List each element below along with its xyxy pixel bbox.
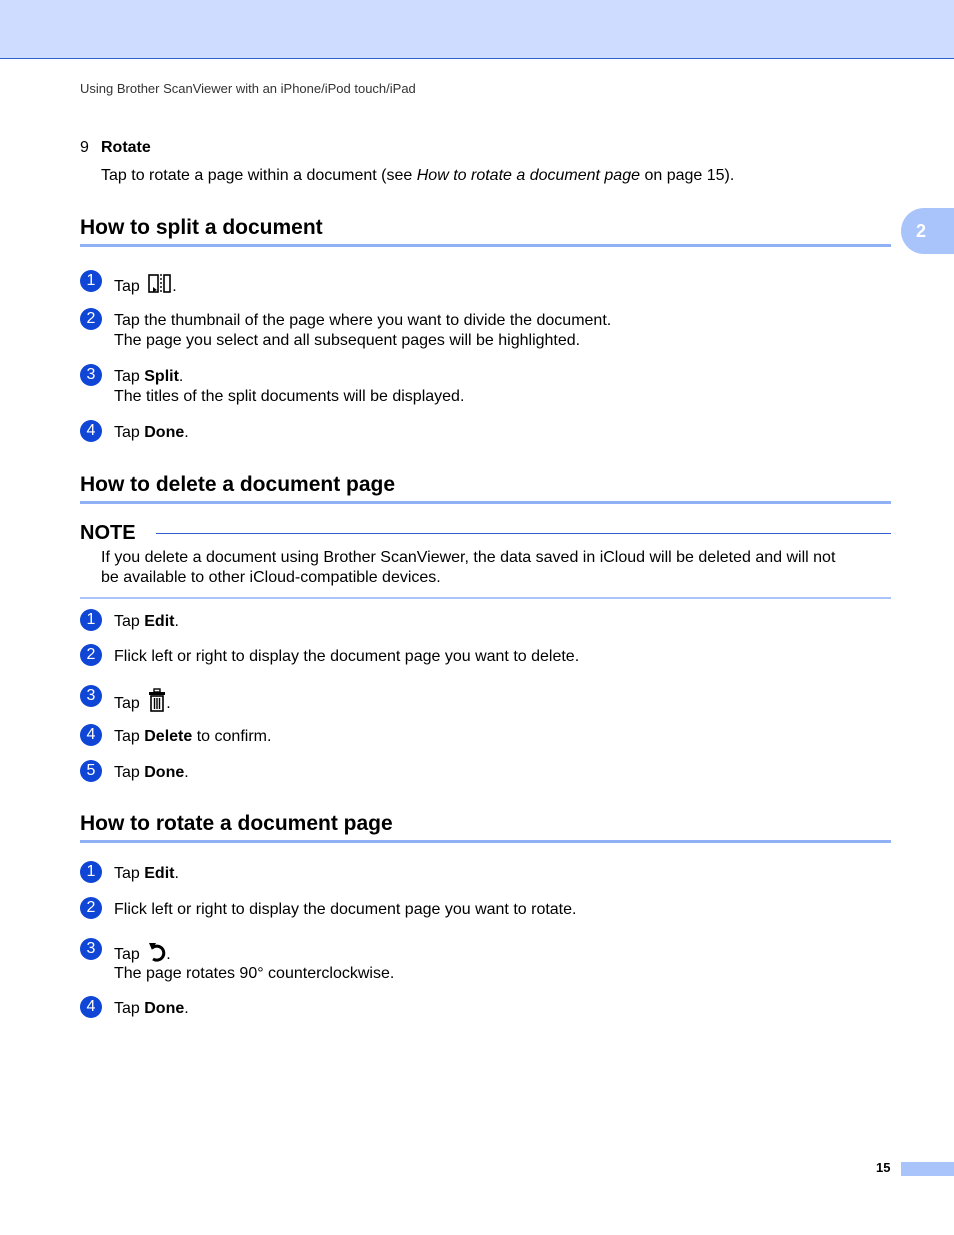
note-rule — [156, 533, 891, 534]
intro-desc-end: on page 15). — [640, 167, 735, 184]
delete-button-label: Delete — [144, 728, 193, 745]
split-step-3-line2: The titles of the split documents will be displayed. — [114, 388, 465, 405]
split-step-2-number: 2 — [80, 308, 102, 330]
intro-item-description — [101, 166, 734, 186]
rotate-step-4-text: Tap — [114, 1000, 145, 1017]
delete-step-1 — [114, 612, 179, 632]
delete-step-1-text: Tap — [114, 613, 145, 630]
split-step-1-number: 1 — [80, 270, 102, 292]
delete-step-3 — [114, 688, 171, 714]
rotate-step-3-line2: The page rotates 90° counterclockwise. — [114, 965, 395, 982]
rotate-step-4-number: 4 — [80, 996, 102, 1018]
done-button-label: Done — [144, 1000, 185, 1017]
rotate-step-1-end: . — [174, 865, 179, 882]
rotate-step-2: Flick left or right to display the document page you want to rotate. — [114, 901, 577, 918]
page-number: 15 — [876, 1160, 891, 1175]
delete-step-4 — [114, 727, 271, 747]
split-step-2-line2: The page you select and all subsequent pages will be highlighted. — [114, 332, 581, 349]
note-line-1: If you delete a document using Brother ScanViewer, the data saved in iCloud will be deleted and will not — [101, 549, 836, 566]
split-heading: How to split a document — [80, 215, 891, 247]
delete-step-5-text: Tap — [114, 764, 145, 781]
delete-step-2-number: 2 — [80, 644, 102, 666]
delete-step-4-end: to confirm. — [192, 728, 272, 745]
rotate-step-3 — [114, 941, 171, 965]
split-icon — [148, 273, 172, 295]
page-number-bar — [901, 1162, 954, 1176]
done-button-label: Done — [144, 424, 185, 441]
delete-step-4-text: Tap — [114, 728, 145, 745]
rotate-step-3-number: 3 — [80, 938, 102, 960]
split-button-label: Split — [144, 368, 179, 385]
rotate-step-3-end: . — [166, 946, 171, 963]
delete-step-5 — [114, 763, 189, 783]
rotate-step-4-end: . — [184, 1000, 189, 1017]
split-step-4 — [114, 423, 189, 443]
split-step-4-end: . — [184, 424, 189, 441]
rotate-counterclockwise-icon — [148, 941, 166, 963]
split-step-1-end: . — [172, 278, 177, 295]
intro-item-number: 9 — [80, 139, 89, 156]
edit-button-label: Edit — [144, 865, 175, 882]
delete-step-3-end: . — [166, 695, 171, 712]
split-step-3-end: . — [178, 368, 184, 385]
rotate-step-4 — [114, 999, 189, 1019]
chapter-tab[interactable]: 2 — [901, 208, 954, 254]
split-step-2-line1: Tap the thumbnail of the page where you want to divide the document. — [114, 312, 612, 329]
rotate-step-1 — [114, 864, 179, 884]
running-header: Using Brother ScanViewer with an iPhone/iPod touch/iPad — [80, 81, 416, 96]
delete-step-5-end: . — [184, 764, 189, 781]
rotate-step-1-text: Tap — [114, 865, 145, 882]
delete-step-1-number: 1 — [80, 609, 102, 631]
rotate-step-3-text: Tap — [114, 946, 145, 963]
split-step-1-text: Tap — [114, 278, 145, 295]
rotate-step-1-number: 1 — [80, 861, 102, 883]
delete-heading: How to delete a document page — [80, 472, 891, 504]
note-rule-bottom — [80, 597, 891, 599]
rotate-heading: How to rotate a document page — [80, 811, 891, 843]
trash-icon — [148, 688, 166, 712]
top-band — [0, 0, 954, 59]
split-step-3-text: Tap — [114, 368, 145, 385]
delete-step-1-end: . — [174, 613, 179, 630]
done-button-label: Done — [144, 764, 185, 781]
note-line-2: be available to other iCloud-compatible devices. — [101, 569, 441, 586]
split-step-4-number: 4 — [80, 420, 102, 442]
intro-desc-text: Tap to rotate a page within a document (see — [101, 167, 417, 184]
delete-step-4-number: 4 — [80, 724, 102, 746]
rotate-step-2-number: 2 — [80, 897, 102, 919]
delete-step-3-text: Tap — [114, 695, 145, 712]
split-step-4-text: Tap — [114, 424, 145, 441]
edit-button-label: Edit — [144, 613, 175, 630]
delete-step-5-number: 5 — [80, 760, 102, 782]
split-step-1 — [114, 273, 177, 297]
note-title: NOTE — [80, 522, 136, 544]
split-step-3 — [114, 367, 183, 387]
intro-item-label: Rotate — [101, 139, 151, 156]
intro-item — [80, 138, 151, 158]
intro-desc-link[interactable]: How to rotate a document page — [416, 167, 640, 184]
delete-step-3-number: 3 — [80, 685, 102, 707]
split-step-3-number: 3 — [80, 364, 102, 386]
delete-step-2: Flick left or right to display the document page you want to delete. — [114, 648, 580, 665]
